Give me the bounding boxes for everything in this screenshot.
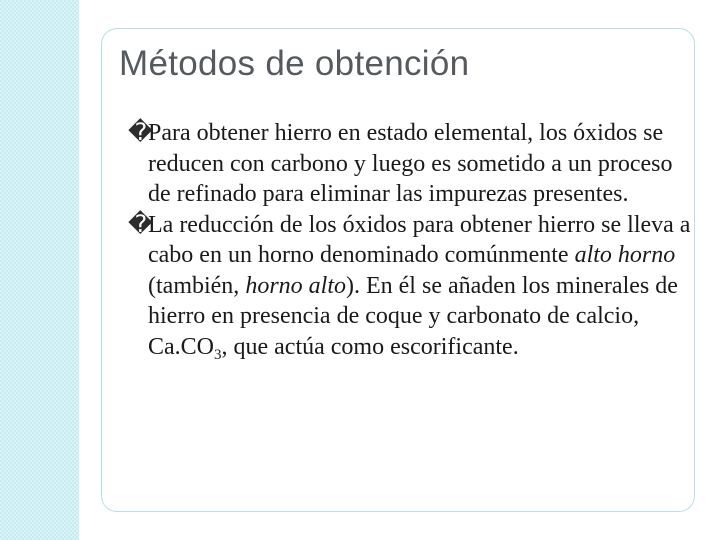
bullet-marker-icon: �: [128, 120, 153, 146]
bullet-text-2c: ). En él se añaden los minerales de hierro en presencia de coque y carbonato de calcio, Ca.CO: [148, 272, 678, 360]
bullet-text-2d: , que actúa como escorificante.: [221, 333, 519, 360]
side-band-divider: [79, 0, 81, 540]
bullet-item-2: [128, 210, 700, 363]
decorative-side-band: [0, 0, 79, 540]
subscript-three: 3: [214, 346, 222, 363]
bullet-text-1: Para obtener hierro en estado elemental, los óxidos se reducen con carbono y luego es sometido a un proceso de refinado para eliminar las impurezas presentes.: [148, 120, 673, 207]
term-alto-horno: alto horno: [574, 242, 676, 268]
slide-title: Métodos de obtención: [119, 44, 470, 83]
bullet-text-2b: (también,: [148, 272, 246, 299]
term-horno-alto: horno alto: [245, 272, 346, 299]
bullet-marker-icon: �: [128, 211, 153, 238]
bullet-item-1: [128, 118, 700, 210]
bullet-text-2a: La reducción de los óxidos para obtener hierro se lleva a cabo en un horno denominado comúnmente: [148, 211, 691, 268]
slide-body: [128, 118, 700, 362]
